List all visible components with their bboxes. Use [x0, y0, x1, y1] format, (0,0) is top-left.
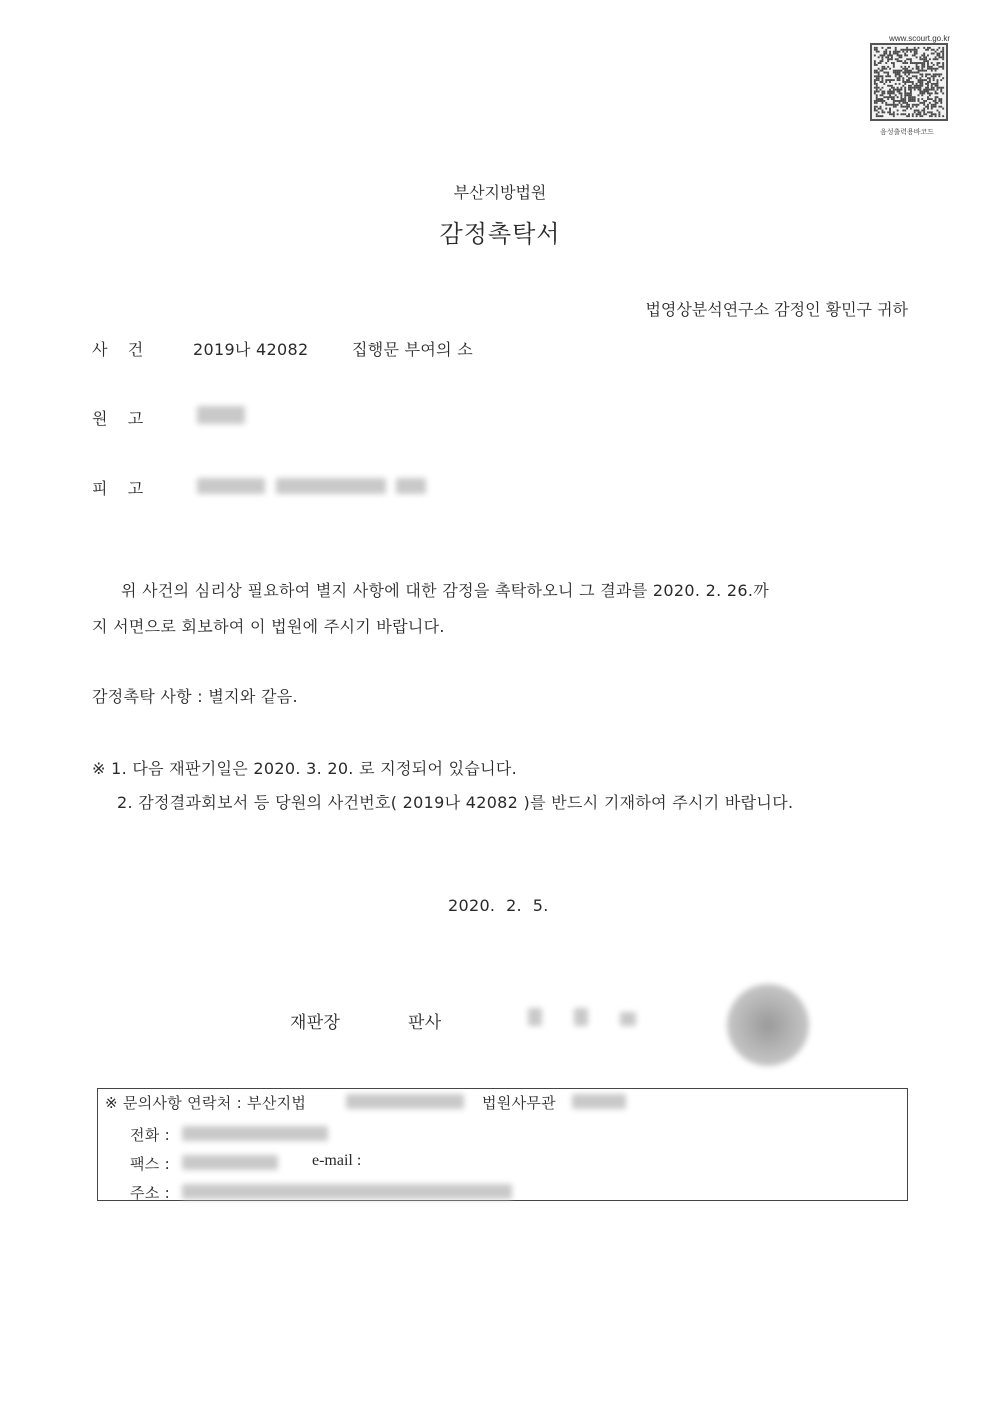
court-seal-stamp [727, 984, 809, 1066]
defendant-name-redacted-1 [197, 478, 265, 494]
note-2: 2. 감정결과회보서 등 당원의 사건번호( 2019나 42082 )를 반드시 기재하여 주시기 바랍니다. [117, 793, 794, 812]
fax-number-redacted [182, 1155, 278, 1170]
case-name: 집행문 부여의 소 [352, 340, 474, 359]
note-1: ※ 1. 다음 재판기일은 2020. 3. 20. 로 지정되어 있습니다. [92, 759, 518, 778]
case-number: 2019나 42082 [193, 340, 309, 359]
email-label: e-mail : [312, 1152, 362, 1169]
body-paragraph-line2: 지 서면으로 회보하여 이 법원에 주시기 바랍니다. [92, 617, 445, 636]
address-redacted [182, 1184, 512, 1199]
issue-date: 2020. 2. 5. [448, 896, 549, 915]
address-label: 주소 : [130, 1184, 171, 1202]
phone-label: 전화 : [130, 1126, 171, 1144]
barcode-block [864, 34, 950, 137]
contact-header: ※ 문의사항 연락처 : 부산지법 [105, 1094, 307, 1112]
officer-name-redacted [572, 1094, 626, 1109]
fax-label: 팩스 : [130, 1155, 171, 1173]
plaintiff-label: 원 고 [92, 409, 144, 428]
addressee: 법영상분석연구소 감정인 황민구 귀하 [645, 300, 908, 319]
defendant-name-redacted-2 [276, 478, 386, 494]
request-items: 감정촉탁 사항 : 별지와 같음. [92, 687, 298, 706]
defendant-name-redacted-3 [396, 478, 426, 494]
judge-name-redacted-2 [574, 1008, 588, 1026]
plaintiff-name-redacted [197, 406, 245, 424]
barcode-caption: 음성출력용바코드 [879, 128, 935, 136]
body-paragraph-line1: 위 사건의 심리상 필요하여 별지 사항에 대한 감정을 촉탁하오니 그 결과를 2020. 2. 26.까 [121, 581, 769, 600]
document-title: 감정촉탁서 [439, 220, 561, 248]
judge-name-redacted-3 [620, 1012, 636, 1026]
defendant-label: 피 고 [92, 479, 144, 498]
officer-title: 법원사무관 [482, 1094, 556, 1112]
presiding-judge-label: 재판장 [290, 1013, 341, 1033]
voice-barcode-icon [870, 43, 948, 121]
case-label [92, 337, 143, 360]
barcode-url: www.scourt.go.kr [889, 34, 950, 43]
judge-title: 판사 [408, 1013, 442, 1033]
judge-name-redacted-1 [528, 1008, 542, 1026]
case-label-text: 사 건 [92, 340, 144, 359]
court-name: 부산지방법원 [453, 183, 547, 202]
phone-number-redacted [182, 1126, 328, 1141]
contact-department-redacted [346, 1094, 464, 1109]
